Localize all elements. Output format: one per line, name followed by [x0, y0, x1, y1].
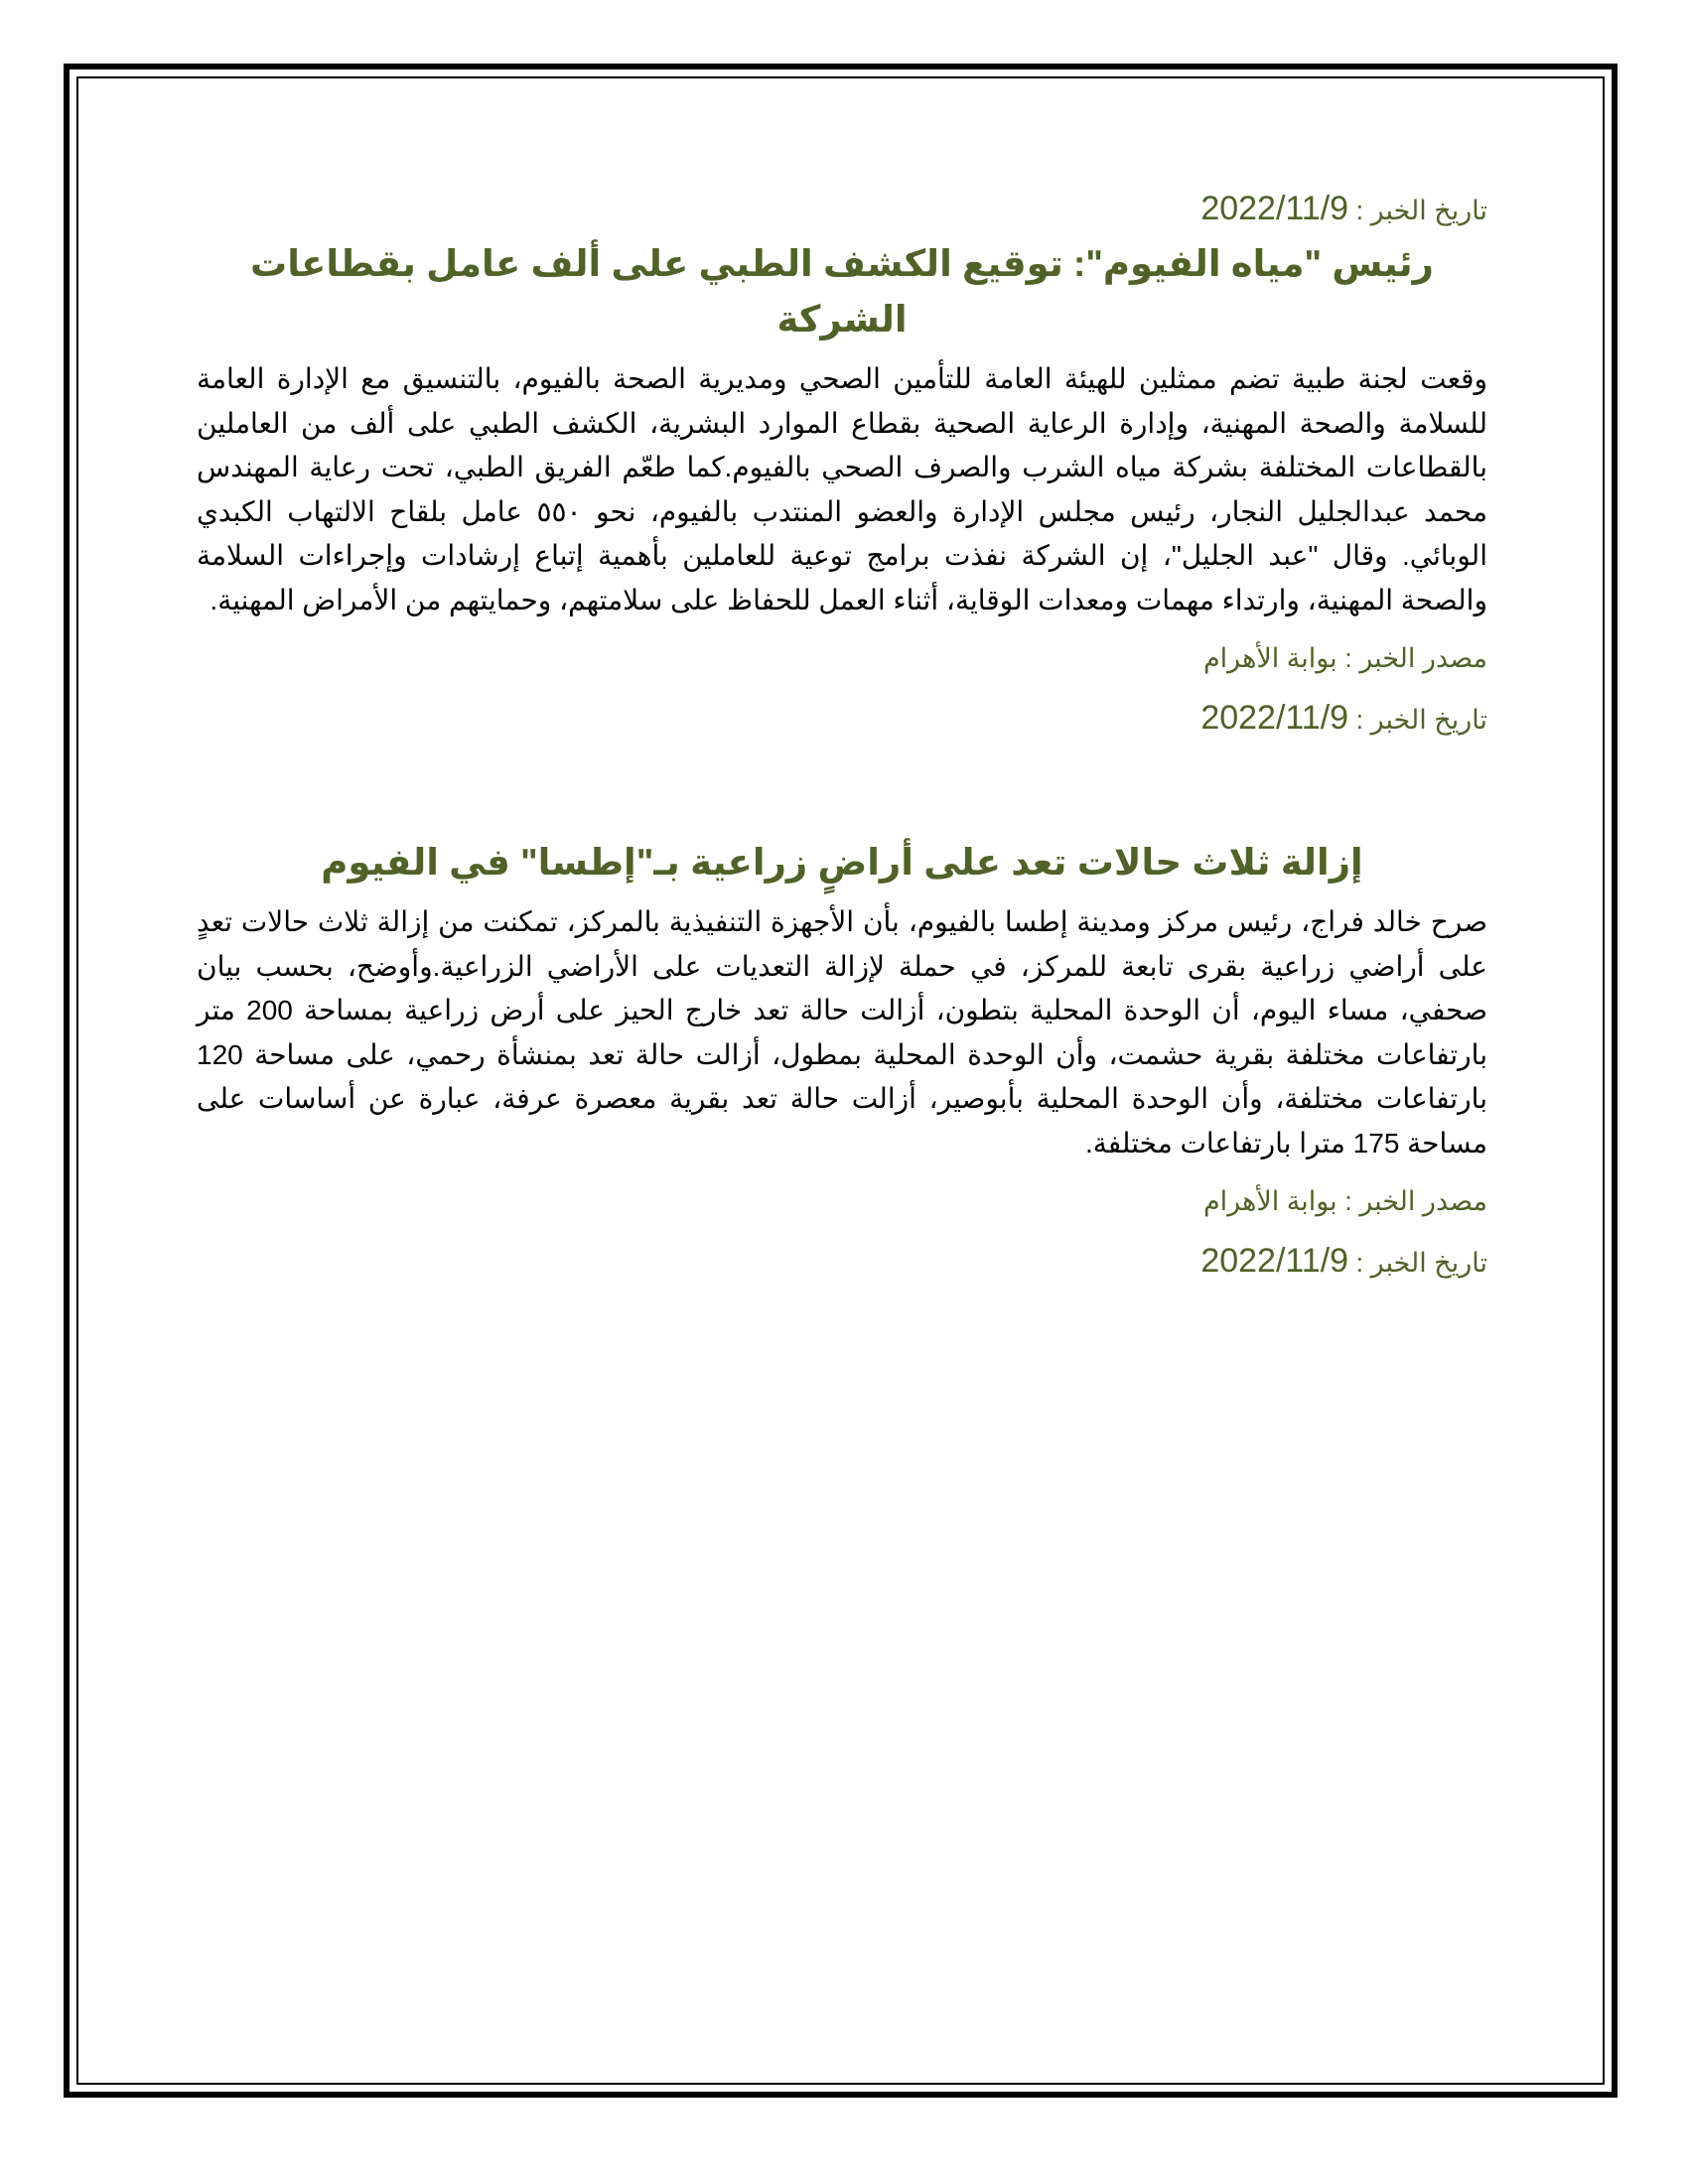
- date-value: 2022/11/9: [1200, 699, 1349, 737]
- source-label: مصدر الخبر :: [1344, 643, 1487, 673]
- source-label: مصدر الخبر :: [1344, 1186, 1487, 1216]
- source-value: بوابة الأهرام: [1202, 1186, 1337, 1216]
- date-value: 2022/11/9: [1200, 1242, 1349, 1280]
- news-content: [197, 189, 1487, 1283]
- article-date-line: [197, 1241, 1487, 1283]
- article-title: رئيس "مياه الفيوم": توقيع الكشف الطبي على ألف عامل بقطاعات الشركة: [250, 243, 1434, 340]
- date-label: تاريخ الخبر :: [1355, 1248, 1487, 1278]
- date-value: 2022/11/9: [1200, 190, 1349, 227]
- news-article-1: [197, 236, 1487, 740]
- article-source-line: [197, 1181, 1487, 1221]
- article-body: وقعت لجنة طبية تضم ممثلين للهيئة العامة للتأمين الصحي ومديرية الصحة بالفيوم، بالتنسيق مع الإدارة العامة للسلامة والصحة المهنية، وإدارة الرعاية الصحية بقطاع الموارد البشرية، الكشف الطبي على ألف من العاملين بالقطاعات المختلفة بشركة مياه الشرب والصرف الصحي بالفيوم.كما طعّم الفريق الطبي، تحت رعاية المهندس محمد عبدالجليل النجار، رئيس مجلس الإدارة والعضو المنتدب بالفيوم، نحو ٥٥٠ عامل بلقاح الالتهاب الكبدي الوبائي. وقال "عبد الجليل"، إن الشركة نفذت برامج توعية للعاملين بأهمية إتباع إرشادات وإجراءات السلامة والصحة المهنية، وارتداء مهمات ومعدات الوقاية، أثناء العمل للحفاظ على سلامتهم، وحمايتهم من الأمراض المهنية.: [197, 363, 1487, 615]
- date-label: تاريخ الخبر :: [1355, 705, 1487, 735]
- article-title: إزالة ثلاث حالات تعد على أراضٍ زراعية بـ"إطسا" في الفيوم: [321, 842, 1363, 883]
- article-source-line: [197, 638, 1487, 678]
- news-article-2: [197, 835, 1487, 1283]
- article-body: صرح خالد فراج، رئيس مركز ومدينة إطسا بالفيوم، بأن الأجهزة التنفيذية بالمركز، تمكنت من إزالة ثلاث حالات تعدٍ على أراضي زراعية بقرى تابعة للمركز، في حملة لإزالة التعديات على الأراضي الزراعية.وأوضح، بحسب بيان صحفي، مساء اليوم، أن الوحدة المحلية بتطون، أزالت حالة تعد خارج الحيز على أرض زراعية بمساحة 200 متر بارتفاعات مختلفة بقرية حشمت، وأن الوحدة المحلية بمطول، أزالت حالة تعد بمنشأة رحمي، على مساحة 120 بارتفاعات مختلفة، وأن الوحدة المحلية بأبوصير، أزالت حالة تعد بقرية معصرة عرفة، عبارة عن أساسات على مساحة 175 مترا بارتفاعات مختلفة.: [197, 906, 1487, 1159]
- article-date-line: [197, 698, 1487, 740]
- top-date-line: [197, 189, 1487, 230]
- source-value: بوابة الأهرام: [1202, 643, 1337, 673]
- date-label: تاريخ الخبر :: [1355, 196, 1487, 225]
